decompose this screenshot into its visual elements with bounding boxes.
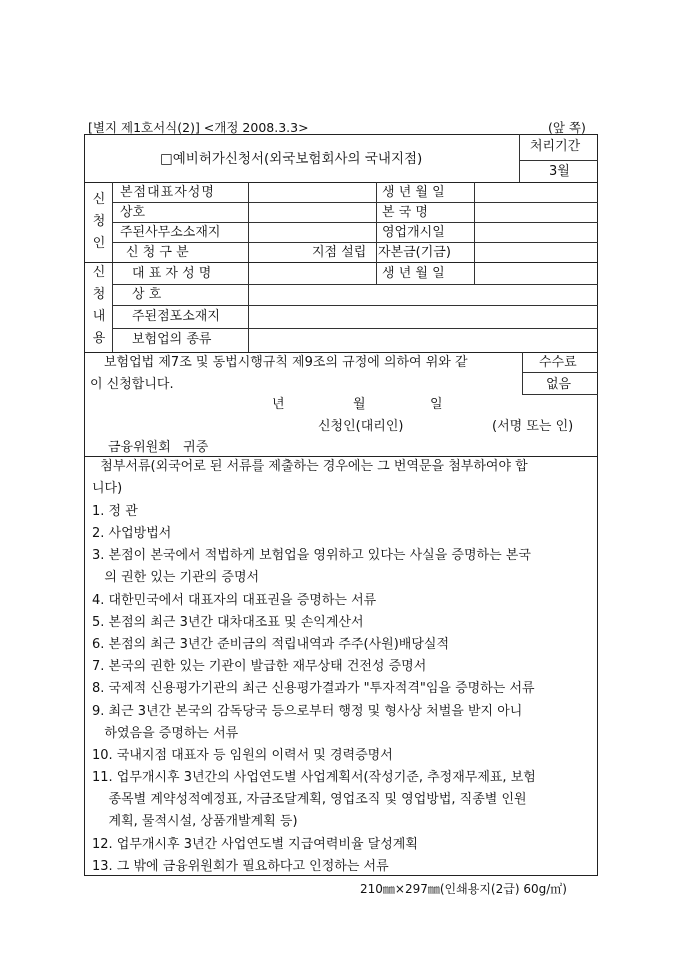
attachment-line: 3. 본점이 본국에서 적법하게 보험업을 영위하고 있다는 사실을 증명하는 본국 (92, 548, 531, 563)
attachment-line: 니다) (92, 481, 123, 496)
attachment-line: 1. 정 관 (92, 504, 138, 519)
capital-label: 자본금(기금) (378, 245, 451, 260)
form-reference: [별지 제1호서식(2)] <개정 2008.3.3> (88, 120, 309, 135)
attachment-line: 8. 국제적 신용평가기관의 최근 신용평가결과가 "투자적격"임을 증명하는 서류 (92, 681, 535, 696)
attachment-line: 13. 그 밖에 금융위원회가 필요하다고 인정하는 서류 (92, 859, 389, 874)
attachment-line: 4. 대한민국에서 대표자의 대표권을 증명하는 서류 (92, 593, 377, 608)
attachment-line: 첨부서류(외국어로 된 서류를 제출하는 경우에는 그 번역문을 첨부하여야 합 (92, 459, 528, 474)
insurance-type-label: 보험업의 종류 (132, 332, 212, 347)
content-section-char-1: 신 (92, 265, 106, 280)
form-title: □예비허가신청서(외국보험회사의 국내지점) (160, 151, 423, 167)
content-section-char-3: 내 (92, 309, 106, 324)
applicant-section-char-2: 청 (92, 214, 106, 229)
attachment-line: 종목별 계약성적예정표, 자금조달계획, 영업조직 및 영업방법, 직종별 인원 (92, 792, 527, 807)
content-trade-name-label: 상 호 (132, 287, 162, 302)
content-section-char-2: 청 (92, 287, 106, 302)
application-type-value: 지점 설립 (312, 245, 367, 260)
date-day: 일 (430, 397, 443, 412)
attachment-line: 하였음을 증명하는 서류 (92, 726, 239, 741)
attachment-line: 의 권한 있는 기관의 증명서 (92, 570, 260, 585)
attachment-line: 2. 사업방법서 (92, 526, 172, 541)
date-month: 월 (353, 397, 366, 412)
attachment-line: 7. 본국의 권한 있는 기관이 발급한 재무상태 건전성 증명서 (92, 659, 427, 674)
business-start-date-label: 영업개시일 (382, 225, 445, 240)
declaration-line-1: 보험업법 제7조 및 동법시행규칙 제9조의 규정에 의하여 위와 같 (104, 355, 468, 370)
attachment-line: 계획, 물적시설, 상품개발계획 등) (92, 814, 298, 829)
addressee: 금융위원회 귀중 (108, 440, 209, 455)
representative-name-label: 대 표 자 성 명 (132, 266, 212, 281)
content-birth-date-label: 생 년 월 일 (382, 266, 445, 281)
signature-or-seal-label: (서명 또는 인) (492, 419, 574, 434)
attachment-line: 5. 본점의 최근 3년간 대차대조표 및 손익계산서 (92, 615, 364, 630)
paper-spec: 210㎜×297㎜(인쇄용지(2급) 60g/㎡) (360, 882, 567, 896)
processing-period-value: 3월 (549, 164, 570, 179)
applicant-section-char-1: 신 (92, 192, 106, 207)
page-side: (앞 쪽) (548, 120, 586, 135)
trade-name-label: 상호 (120, 205, 146, 220)
date-year: 년 (272, 397, 285, 412)
declaration-line-2: 이 신청합니다. (90, 377, 174, 392)
processing-period-label: 처리기간 (530, 139, 581, 154)
attachment-line: 12. 업무개시후 3년간 사업연도별 지급여력비율 달성계획 (92, 837, 418, 852)
home-country-label: 본 국 명 (382, 205, 428, 220)
attachment-line: 10. 국내지점 대표자 등 임원의 이력서 및 경력증명서 (92, 748, 393, 763)
applicant-signature-label: 신청인(대리인) (318, 419, 404, 434)
application-type-label: 신 청 구 분 (126, 245, 189, 260)
attachment-line: 11. 업무개시후 3년간의 사업연도별 사업계획서(작성기준, 추정재무제표, 보험 (92, 770, 536, 785)
attachment-line: 9. 최근 3년간 본국의 감독당국 등으로부터 행정 및 형사상 처벌을 받지 아니 (92, 704, 523, 719)
hq-representative-name-label: 본점대표자성명 (120, 185, 215, 200)
birth-date-label: 생 년 월 일 (382, 185, 445, 200)
content-section-char-4: 용 (92, 331, 106, 346)
fee-label: 수수료 (539, 355, 577, 370)
main-office-address-label: 주된사무소소재지 (120, 225, 221, 240)
main-branch-address-label: 주된점포소재지 (132, 309, 220, 324)
applicant-section-char-3: 인 (92, 236, 106, 251)
attachment-line: 6. 본점의 최근 3년간 준비금의 적립내역과 주주(사원)배당실적 (92, 637, 450, 652)
fee-value: 없음 (546, 377, 572, 392)
